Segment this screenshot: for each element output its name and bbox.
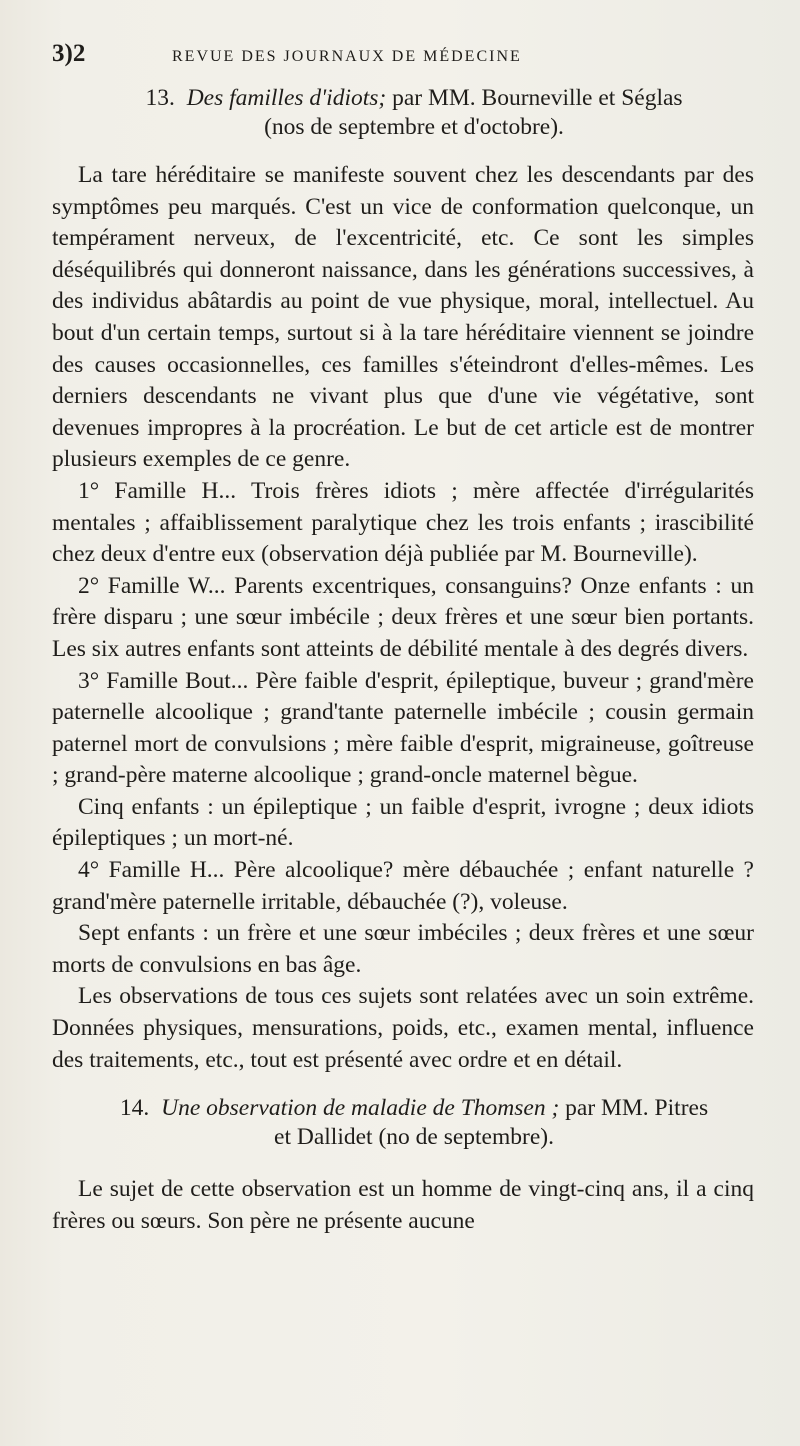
- paragraph-sept-enfants: Sept enfants : un frère et une sœur imbéciles ; deux frères et une sœur morts de convulsions en bas âge.: [52, 920, 754, 978]
- paragraph-intro: La tare héréditaire se manifeste souvent chez les descendants par des symptômes peu marqués. C'est un vice de conformation quelconque, un tempérament nerveux, de l'excentricité, etc. Ce sont les simples déséquilibrés qui donneront naissance, dans les générations successives, à des individus abâtardis au point de vue physique, moral, intellectuel. Au bout d'un certain temps, surtout si à la tare héréditaire viennent se joindre des causes occasionnelles, ces familles s'éteindront d'elles-mêmes. Les derniers descendants ne vivant plus que d'une vie végétative, sont devenues impropres à la procréation. Le but de cet article est de montrer plusieurs exemples de ce genre.: [52, 162, 754, 473]
- running-title: REVUE DES JOURNAUX DE MÉDECINE: [172, 48, 522, 65]
- paragraph-famille-bout: 3° Famille Bout... Père faible d'esprit, épileptique, buveur ; grand'mère paternelle alcoolique ; grand'tante paternelle imbécile ; cousin germain paternel mort de convulsions ; mère faible d'esprit, migraineuse, goîtreuse ; grand-père materne alcoolique ; grand-oncle maternel bègue.: [52, 667, 754, 789]
- paragraph-famille-h-1: 1° Famille H... Trois frères idiots ; mère affectée d'irrégularités mentales ; affaiblissement paralytique chez les trois enfants ; irascibilité chez deux d'entre eux (observation déjà publiée par M. Bourneville).: [52, 477, 754, 568]
- page-number: 3)2: [52, 40, 86, 67]
- article-13-body: [52, 160, 754, 1076]
- paragraph-famille-h-4: 4° Famille H... Père alcoolique? mère débauchée ; enfant naturelle ? grand'mère paternelle irritable, débauchée (?), voleuse.: [52, 857, 754, 915]
- article-14-heading: [74, 1094, 754, 1152]
- paragraph-cinq-enfants: Cinq enfants : un épileptique ; un faible d'esprit, ivrogne ; deux idiots épileptiques ; un mort-né.: [52, 793, 754, 852]
- article-14-body: [52, 1174, 754, 1237]
- article-14-title: Une observation de maladie de Thomsen ;: [161, 1095, 560, 1122]
- article-14-issue: et Dallidet (no de septembre).: [274, 1124, 554, 1151]
- paragraph-famille-w: 2° Famille W... Parents excentriques, consanguins? Onze enfants : un frère disparu ; une sœur imbécile ; deux frères et une sœur bien portants. Les six autres enfants sont atteints de débilité mentale à des degrés divers.: [52, 572, 754, 662]
- article-13-issue: (nos de septembre et d'octobre).: [264, 114, 564, 140]
- article-14-number: 14.: [119, 1095, 150, 1122]
- article-13-number: 13.: [145, 85, 175, 111]
- page-header: [52, 40, 754, 84]
- article-13-authors: par MM. Bourneville et Séglas: [392, 85, 683, 111]
- paragraph-observations: Les observations de tous ces sujets sont relatées avec un soin extrême. Données physiques, mensurations, poids, etc., examen mental, influence des traitements, etc., tout est présenté avec ordre et en détail.: [52, 983, 754, 1073]
- article-13-title: Des familles d'idiots;: [186, 85, 387, 111]
- article-13-heading: [74, 84, 754, 142]
- paragraph-sujet: Le sujet de cette observation est un homme de vingt-cinq ans, il a cinq frères ou sœurs. Son père ne présente aucune: [52, 1176, 754, 1234]
- article-14-authors: par MM. Pitres: [565, 1095, 709, 1122]
